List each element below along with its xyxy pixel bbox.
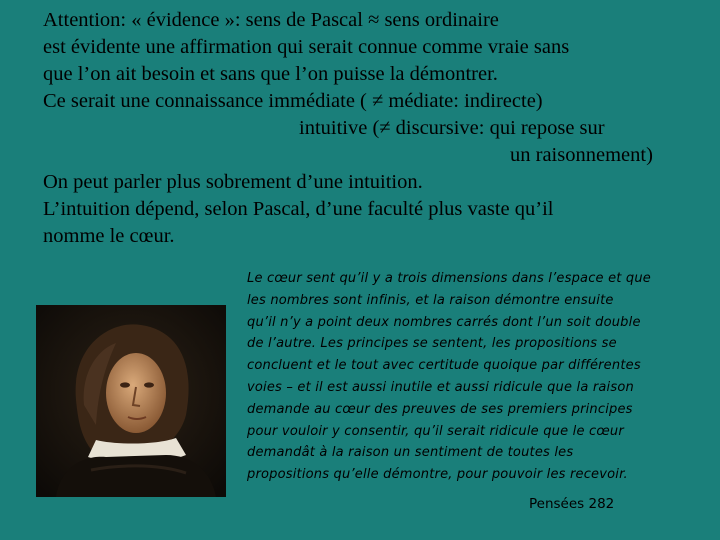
quote-line: les nombres sont infinis, et la raison démontre ensuite xyxy=(247,292,614,308)
quote-line: demandât à la raison un sentiment de toutes les xyxy=(247,445,574,461)
quote-line: Le cœur sent qu’il y a trois dimensions dans l’espace et que xyxy=(247,271,651,286)
main-line: est évidente une affirmation qui serait connue comme vraie sans xyxy=(43,36,570,58)
pascal-quote xyxy=(247,268,687,486)
quote-source: Pensées 282 xyxy=(529,496,615,512)
main-line: Attention: « évidence »: sens de Pascal ≈ sens ordinaire xyxy=(43,9,499,31)
quote-line: propositions qu’elle démontre, pour pouvoir les recevoir. xyxy=(247,467,628,483)
main-line: intuitive (≠ discursive: qui repose sur xyxy=(299,117,605,139)
main-text xyxy=(43,7,693,250)
quote-line: demande au cœur des preuves de ses premiers principes xyxy=(247,401,633,417)
main-line: Ce serait une connaissance immédiate ( ≠ médiate: indirecte) xyxy=(43,90,543,112)
quote-line: concluent et le tout avec certitude quoique par différentes xyxy=(247,358,641,374)
main-line: L’intuition dépend, selon Pascal, d’une faculté plus vaste qu’il xyxy=(43,198,554,220)
pascal-portrait xyxy=(36,305,226,497)
quote-line: voies – et il est aussi inutile et aussi ridicule que la raison xyxy=(247,379,634,395)
main-line: un raisonnement) xyxy=(510,144,653,166)
main-line: que l’on ait besoin et sans que l’on puisse la démontrer. xyxy=(43,63,498,85)
quote-line: pour vouloir y consentir, qu’il serait ridicule que le cœur xyxy=(247,423,624,439)
quote-line: qu’il n’y a point deux nombres carrés dont l’un soit double xyxy=(247,314,641,330)
quote-line: de l’autre. Les principes se sentent, les propositions se xyxy=(247,336,617,352)
main-line: nomme le cœur. xyxy=(43,225,175,247)
main-line: On peut parler plus sobrement d’une intuition. xyxy=(43,171,423,193)
